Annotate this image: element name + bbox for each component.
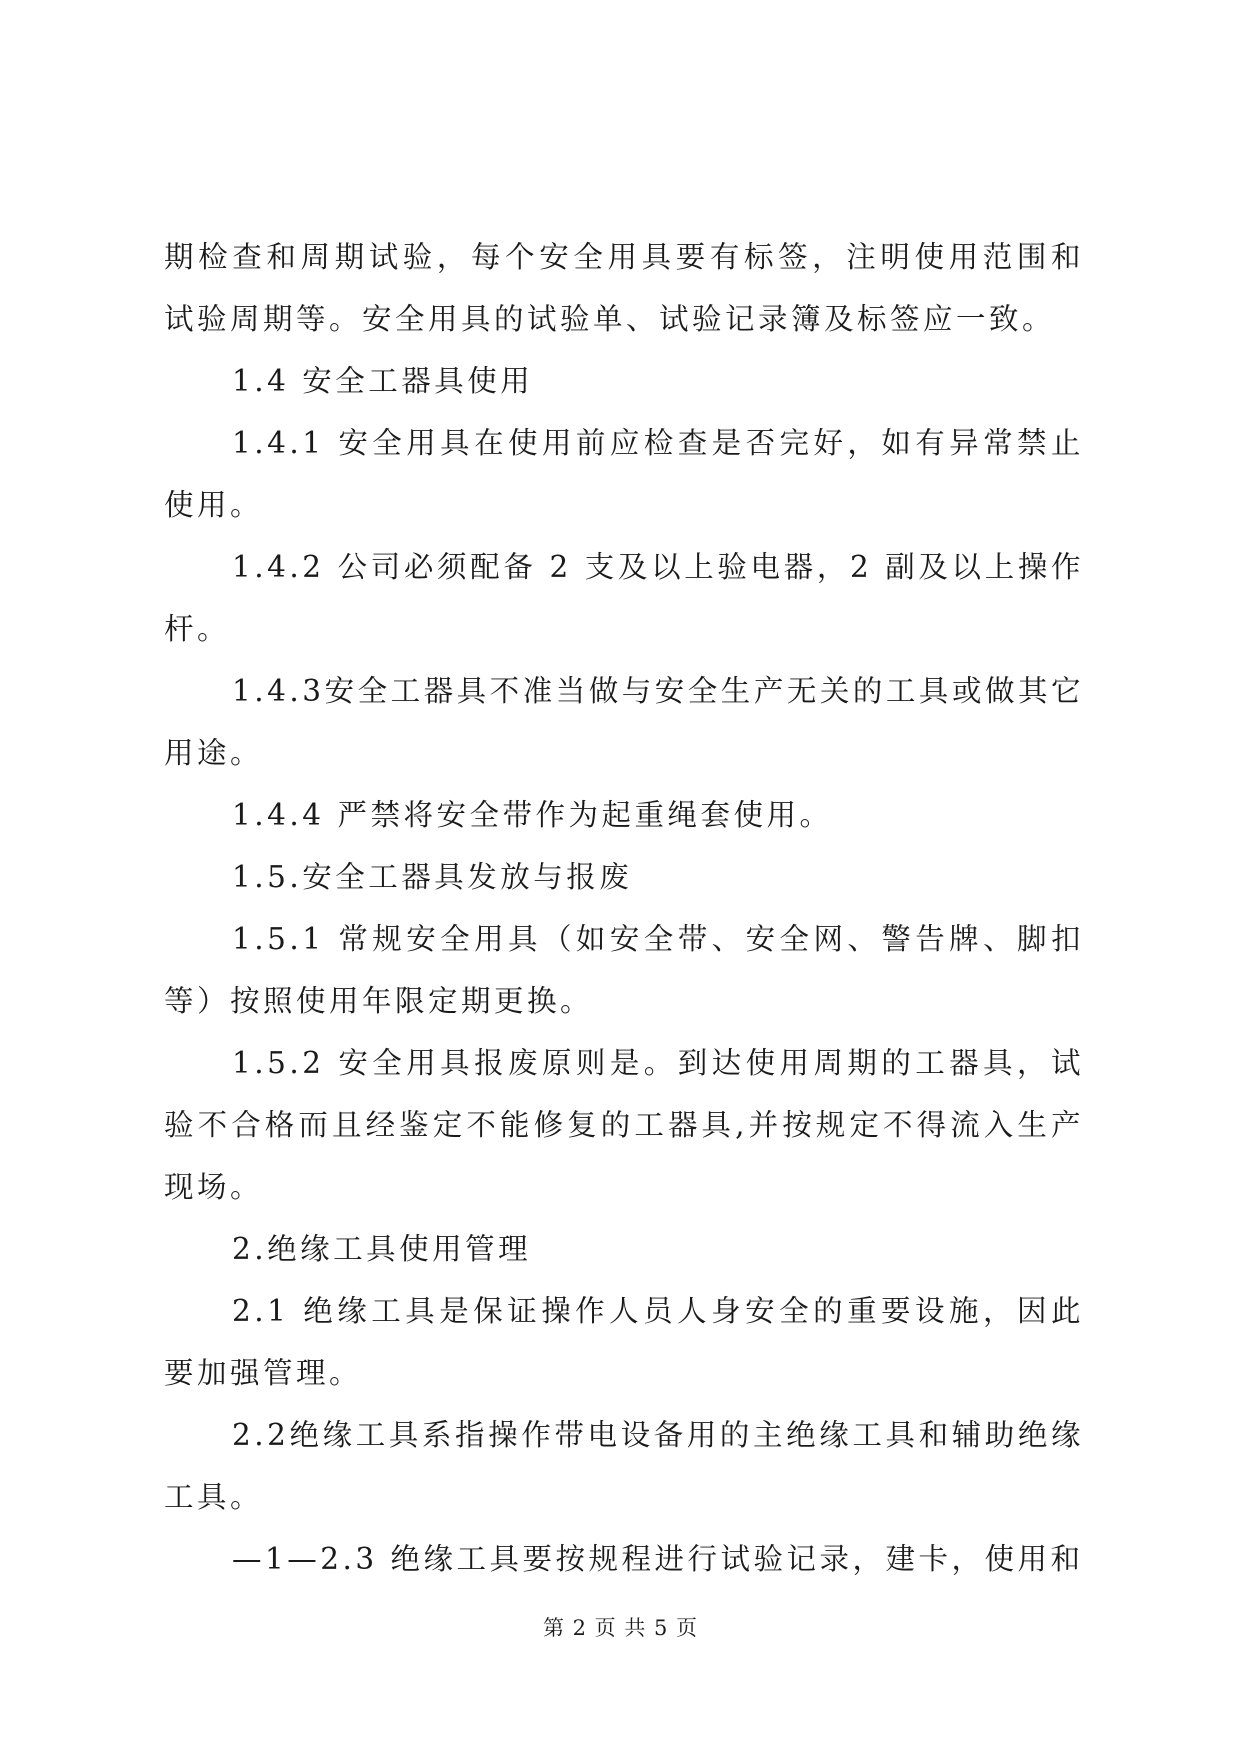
paragraph-2-3: —1—2.3 绝缘工具要按规程进行试验记录，建卡，使用和: [232, 1542, 1084, 1576]
paragraph-1-4-4: 1.4.4 严禁将安全带作为起重绳套使用。: [232, 798, 833, 832]
paragraph-2-2: 2.2绝缘工具系指操作带电设备用的主绝缘工具和辅助绝缘工具。: [164, 1418, 1084, 1514]
paragraph-1-4-1: 1.4.1 安全用具在使用前应检查是否完好，如有异常禁止使用。: [164, 426, 1084, 522]
paragraph-continuation: 期检查和周期试验，每个安全用具要有标签，注明使用范围和试验周期等。安全用具的试验单、试验记录簿及标签应一致。: [164, 240, 1084, 336]
paragraph-1-4-2: 1.4.2 公司必须配备 2 支及以上验电器，2 副及以上操作杆。: [164, 550, 1084, 646]
paragraph-1-5-1: 1.5.1 常规安全用具（如安全带、安全网、警告牌、脚扣等）按照使用年限定期更换。: [164, 922, 1084, 1018]
page-footer: 第 2 页 共 5 页: [542, 1616, 699, 1640]
heading-2: 2.绝缘工具使用管理: [232, 1232, 532, 1266]
paragraph-1-4-3: 1.4.3安全工器具不准当做与安全生产无关的工具或做其它用途。: [164, 674, 1084, 770]
heading-1-5: 1.5.安全工器具发放与报废: [232, 860, 633, 894]
paragraph-1-5-2: 1.5.2 安全用具报废原则是。到达使用周期的工器具，试验不合格而且经鉴定不能修复的工器具,并按规定不得流入生产现场。: [164, 1046, 1084, 1204]
paragraph-2-1: 2.1 绝缘工具是保证操作人员人身安全的重要设施，因此要加强管理。: [164, 1294, 1084, 1390]
document-body: [164, 226, 1084, 1590]
heading-1-4: 1.4 安全工器具使用: [232, 364, 534, 398]
